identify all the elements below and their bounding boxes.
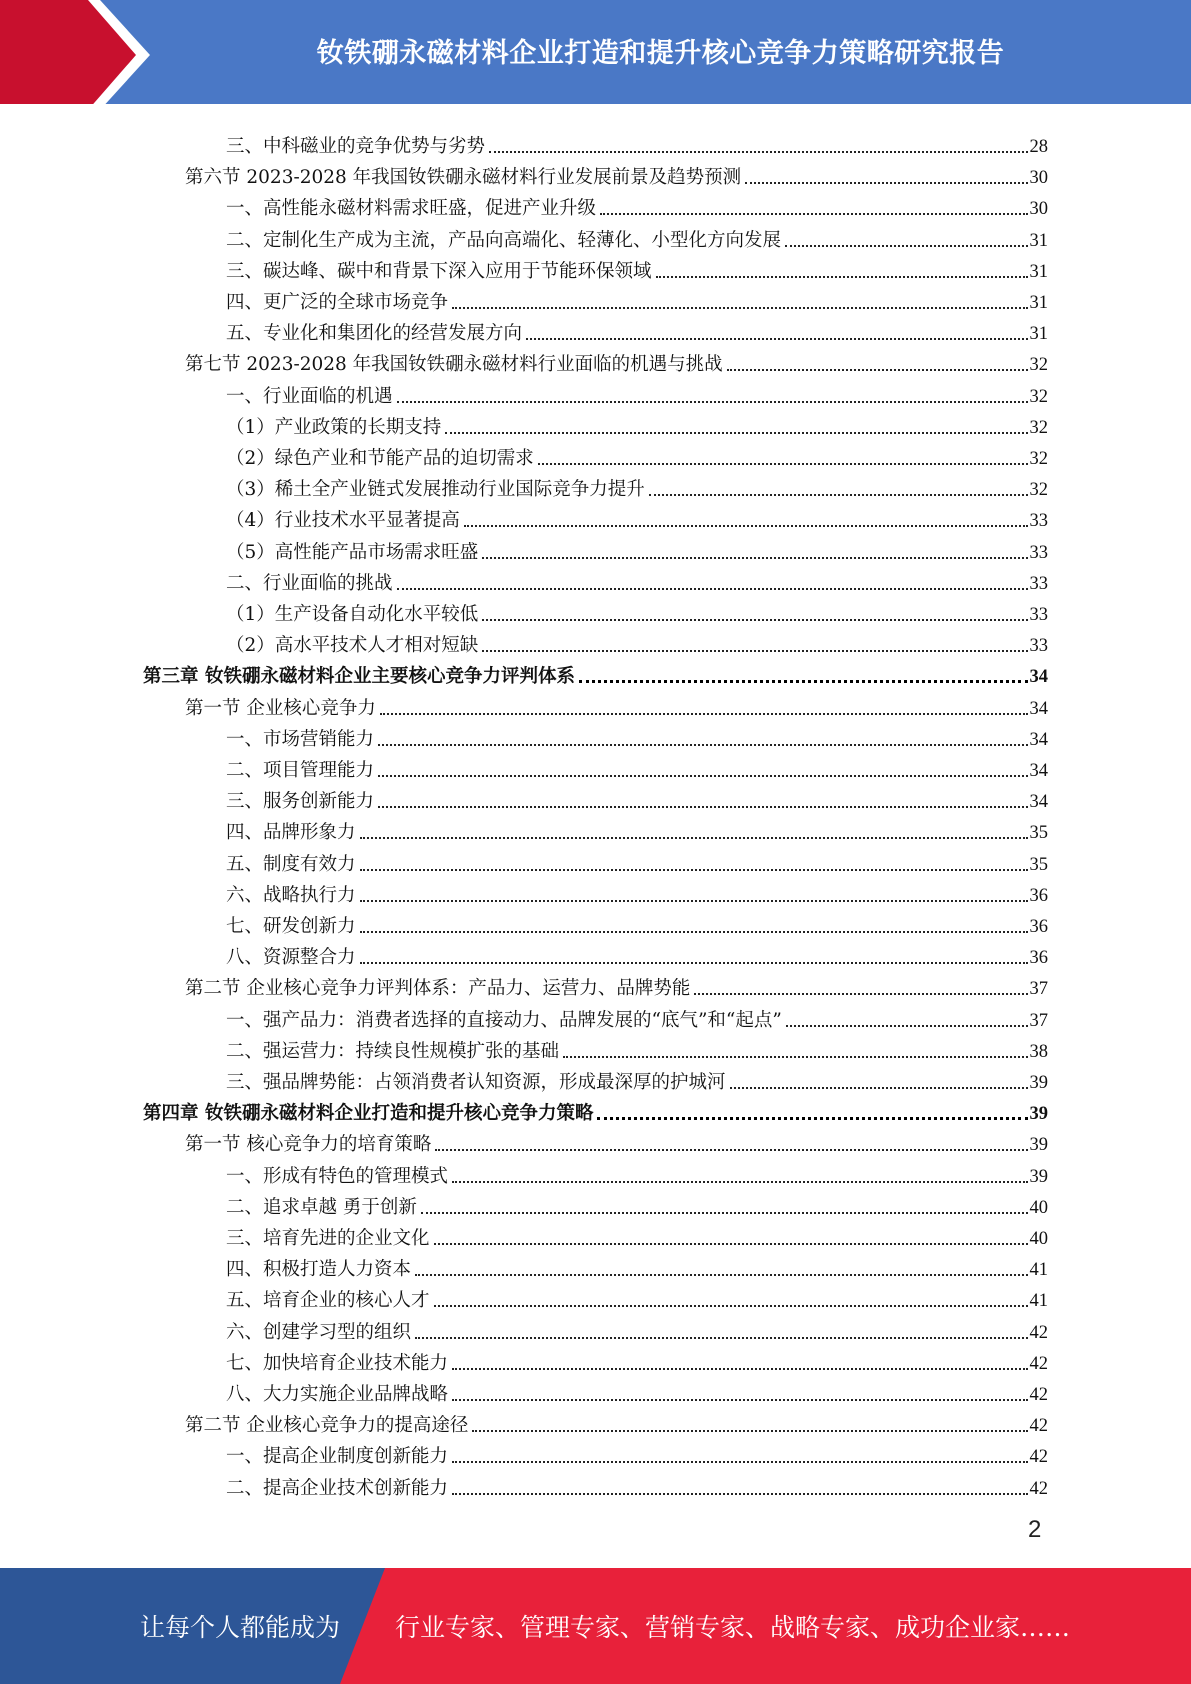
toc-page-number: 41 (1029, 1291, 1048, 1312)
toc-entry-title: 四、品牌形象力 (226, 822, 356, 844)
toc-entry-title: 三、服务创新能力 (226, 791, 375, 813)
toc-entry[interactable] (185, 1125, 1048, 1156)
toc-page-number: 40 (1029, 1229, 1048, 1249)
toc-page-number: 33 (1029, 605, 1048, 625)
toc-page-number: 42 (1029, 1416, 1048, 1437)
toc-entry-title: 三、碳达峰、碳中和背景下深入应用于节能环保领域 (226, 260, 652, 282)
toc-entry[interactable] (226, 1375, 1048, 1406)
toc-entry-title: 二、项目管理能力 (226, 760, 375, 781)
toc-entry-title: 第七节 2023-2028 年我国钕铁硼永磁材料行业面临的机遇与挑战 (185, 354, 723, 376)
toc-page-number: 36 (1029, 948, 1048, 969)
toc-entry[interactable] (226, 408, 1048, 439)
toc-entry[interactable] (226, 1001, 1048, 1032)
toc-entry[interactable] (226, 1063, 1048, 1094)
toc-entry-title: 第一节 企业核心竞争力 (185, 697, 376, 719)
toc-entry[interactable] (226, 439, 1048, 470)
toc-entry[interactable] (226, 845, 1048, 876)
toc-entry[interactable] (226, 127, 1048, 158)
toc-entry-title: （1）生产设备自动化水平较低 (226, 604, 479, 625)
toc-entry-title: 四、更广泛的全球市场竞争 (226, 292, 449, 313)
toc-entry[interactable] (226, 252, 1048, 283)
toc-page-number: 41 (1029, 1260, 1048, 1281)
toc-entry-title: 三、培育先进的企业文化 (226, 1228, 430, 1249)
toc-page-number: 38 (1029, 1041, 1048, 1062)
toc-page-number: 39 (1029, 1135, 1048, 1156)
toc-page-number: 34 (1029, 729, 1048, 750)
toc-entry[interactable] (226, 221, 1048, 252)
toc-entry[interactable] (226, 938, 1048, 969)
toc-entry-title: 第六节 2023-2028 年我国钕铁硼永磁材料行业发展前景及趋势预测 (185, 167, 742, 189)
toc-dot-leader (786, 1025, 1028, 1027)
toc-entry-title: 一、强产品力：消费者选择的直接动力、品牌发展的“底气”和“起点” (226, 1009, 782, 1031)
toc-entry[interactable] (185, 689, 1048, 720)
toc-dot-leader (452, 1181, 1027, 1183)
toc-entry[interactable] (226, 1437, 1048, 1468)
toc-entry[interactable] (226, 1250, 1048, 1281)
toc-entry-title: 六、战略执行力 (226, 884, 356, 906)
toc-page-number: 42 (1029, 1385, 1048, 1405)
toc-page-number: 42 (1029, 1353, 1048, 1374)
toc-entry-title: 四、积极打造人力资本 (226, 1259, 412, 1281)
toc-entry[interactable] (226, 1469, 1048, 1500)
toc-page-number: 32 (1029, 386, 1048, 407)
toc-entry[interactable] (226, 189, 1048, 220)
page-footer (0, 1568, 1191, 1684)
toc-entry[interactable] (226, 1281, 1048, 1312)
toc-entry-title: 五、培育企业的核心人才 (226, 1290, 430, 1312)
toc-entry-title: （5）高性能产品市场需求旺盛 (226, 541, 479, 563)
page-header (0, 0, 1191, 110)
toc-page-number: 33 (1029, 542, 1048, 563)
toc-entry[interactable] (226, 1188, 1048, 1219)
toc-page-number: 32 (1029, 417, 1048, 438)
toc-entry[interactable] (226, 813, 1048, 844)
toc-dot-leader (649, 494, 1028, 496)
toc-dot-leader (464, 525, 1028, 527)
toc-entry[interactable] (226, 533, 1048, 564)
toc-entry[interactable] (226, 564, 1048, 595)
toc-entry[interactable] (226, 470, 1048, 501)
toc-entry[interactable] (226, 595, 1048, 626)
toc-entry-title: 二、追求卓越 勇于创新 (226, 1196, 417, 1218)
toc-dot-leader (694, 993, 1027, 995)
toc-entry-title: 八、大力实施企业品牌战略 (226, 1384, 449, 1405)
report-title: 钕铁硼永磁材料企业打造和提升核心竞争力策略研究报告 (316, 37, 1005, 69)
toc-page-number: 42 (1029, 1322, 1048, 1343)
toc-page-number: 39 (1029, 1073, 1048, 1093)
toc-dot-leader (378, 806, 1027, 808)
toc-page-number: 35 (1029, 854, 1048, 875)
toc-entry-title: 六、创建学习型的组织 (226, 1321, 412, 1343)
toc-page-number: 31 (1029, 324, 1048, 345)
toc-dot-leader (378, 744, 1027, 746)
toc-page-number: 35 (1029, 823, 1048, 844)
toc-dot-leader (482, 650, 1027, 652)
toc-page-number: 37 (1029, 979, 1048, 1000)
toc-entry[interactable] (226, 751, 1048, 782)
toc-entry-title: （4）行业技术水平显著提高 (226, 510, 460, 532)
toc-entry[interactable] (226, 720, 1048, 751)
toc-entry[interactable] (226, 626, 1048, 657)
toc-dot-leader (415, 1337, 1027, 1339)
toc-entry-title: 二、行业面临的挑战 (226, 572, 393, 594)
toc-entry-title: 二、提高企业技术创新能力 (226, 1477, 449, 1499)
toc-page-number: 42 (1029, 1478, 1048, 1499)
toc-page-number: 34 (1029, 761, 1048, 781)
toc-chapter-entry[interactable] (143, 1094, 1048, 1125)
toc-dot-leader (434, 1305, 1028, 1307)
toc-page-number: 32 (1029, 480, 1048, 501)
toc-dot-leader (435, 1149, 1027, 1151)
toc-entry[interactable] (226, 501, 1048, 532)
toc-page-number: 34 (1029, 698, 1048, 719)
toc-page-number: 33 (1029, 573, 1048, 594)
toc-entry-title: 第二节 企业核心竞争力评判体系：产品力、运营力、品牌势能 (185, 978, 691, 1000)
toc-page-number: 40 (1029, 1197, 1048, 1218)
toc-dot-leader (378, 775, 1027, 777)
toc-dot-leader (452, 1493, 1027, 1495)
toc-page-number: 39 (1029, 1166, 1048, 1187)
toc-chapter-entry[interactable] (143, 657, 1048, 688)
toc-dot-leader (360, 900, 1028, 902)
toc-page-number: 30 (1029, 168, 1048, 189)
toc-dot-leader (434, 1243, 1028, 1245)
toc-dot-leader (452, 1461, 1027, 1463)
toc-page-number: 34 (1029, 792, 1048, 813)
toc-dot-leader (360, 931, 1028, 933)
toc-entry[interactable] (226, 1313, 1048, 1344)
toc-entry-title: 七、加快培育企业技术能力 (226, 1352, 449, 1374)
toc-dot-leader (526, 338, 1027, 340)
toc-page-number: 37 (1029, 1010, 1048, 1031)
toc-entry[interactable] (226, 1344, 1048, 1375)
toc-dot-leader (421, 1212, 1028, 1214)
toc-dot-leader (600, 213, 1027, 215)
toc-entry-title: 五、专业化和集团化的经营发展方向 (226, 323, 523, 345)
footer-roles: 行业专家、管理专家、营销专家、战略专家、成功企业家…… (395, 1613, 1071, 1642)
toc-page-number: 30 (1029, 199, 1048, 220)
toc-entry-title: 二、强运营力：持续良性规模扩张的基础 (226, 1040, 560, 1062)
toc-entry[interactable] (185, 158, 1048, 189)
toc-entry[interactable] (226, 377, 1048, 408)
toc-entry[interactable] (226, 876, 1048, 907)
toc-dot-leader (452, 307, 1027, 309)
toc-dot-leader (538, 463, 1028, 465)
toc-entry-title: 一、提高企业制度创新能力 (226, 1446, 449, 1468)
toc-page-number: 33 (1029, 636, 1048, 657)
toc-dot-leader (472, 1430, 1027, 1432)
toc-dot-leader (360, 962, 1028, 964)
toc-entry-title: 一、形成有特色的管理模式 (226, 1165, 449, 1187)
toc-page-number: 31 (1029, 230, 1048, 251)
toc-entry[interactable] (185, 969, 1048, 1000)
toc-entry-title: （3）稀土全产业链式发展推动行业国际竞争力提升 (226, 479, 645, 501)
toc-page-number: 32 (1029, 449, 1048, 469)
toc-entry-title: （2）高水平技术人才相对短缺 (226, 635, 479, 657)
toc-page-number: 36 (1029, 917, 1048, 937)
page-number: 2 (1028, 1516, 1042, 1543)
toc-entry-title: 五、制度有效力 (226, 853, 356, 875)
toc-entry[interactable] (226, 907, 1048, 938)
toc-dot-leader (745, 182, 1027, 184)
toc-dot-leader (380, 713, 1028, 715)
toc-entry-title: （1）产业政策的长期支持 (226, 416, 442, 438)
toc-entry[interactable] (226, 314, 1048, 345)
toc-entry-title: 七、研发创新力 (226, 916, 356, 937)
toc-page-number: 33 (1029, 511, 1048, 532)
toc-page-number: 31 (1029, 261, 1048, 282)
toc-dot-leader (445, 432, 1027, 434)
toc-entry[interactable] (226, 1157, 1048, 1188)
toc-dot-leader (785, 245, 1027, 247)
footer-slogan: 让每个人都能成为 (140, 1613, 341, 1642)
toc-dot-leader (563, 1056, 1027, 1058)
toc-entry-title: 一、行业面临的机遇 (226, 385, 393, 407)
toc-entry-title: （2）绿色产业和节能产品的迫切需求 (226, 448, 534, 469)
toc-page-number: 28 (1029, 137, 1048, 157)
toc-dot-leader (489, 151, 1027, 153)
toc-entry[interactable] (226, 1032, 1048, 1063)
toc-entry-title: 第一节 核心竞争力的培育策略 (185, 1134, 432, 1156)
toc-dot-leader (482, 619, 1027, 621)
toc-entry-title: 三、中科磁业的竞争优势与劣势 (226, 136, 486, 157)
toc-page-number: 36 (1029, 885, 1048, 906)
toc-entry-title: 第二节 企业核心竞争力的提高途径 (185, 1415, 469, 1437)
toc-entry[interactable] (185, 1406, 1048, 1437)
toc-dot-leader (656, 276, 1028, 278)
toc-dot-leader (452, 1368, 1027, 1370)
toc-dot-leader (597, 1117, 1027, 1120)
toc-dot-leader (397, 401, 1028, 403)
toc-entry[interactable] (185, 345, 1048, 376)
toc-page-number: 34 (1029, 667, 1048, 688)
toc-page-number: 39 (1029, 1104, 1048, 1125)
toc-page-number: 42 (1029, 1447, 1048, 1468)
toc-dot-leader (415, 1274, 1027, 1276)
toc-entry-title: 一、高性能永磁材料需求旺盛，促进产业升级 (226, 198, 597, 220)
toc-entry-title: 二、定制化生产成为主流，产品向高端化、轻薄化、小型化方向发展 (226, 229, 782, 251)
toc-dot-leader (397, 588, 1028, 590)
toc-entry-title: 第四章 钕铁硼永磁材料企业打造和提升核心竞争力策略 (143, 1103, 594, 1125)
toc-dot-leader (482, 557, 1027, 559)
toc-dot-leader (360, 869, 1028, 871)
toc-entry[interactable] (226, 1219, 1048, 1250)
toc-entry-title: 一、市场营销能力 (226, 728, 375, 750)
toc-entry-title: 第三章 钕铁硼永磁材料企业主要核心竞争力评判体系 (143, 666, 575, 688)
toc-entry[interactable] (226, 782, 1048, 813)
toc-page-number: 31 (1029, 293, 1048, 313)
toc-dot-leader (452, 1399, 1027, 1401)
toc-dot-leader (360, 837, 1028, 839)
toc-dot-leader (579, 680, 1028, 683)
toc-entry-title: 八、资源整合力 (226, 947, 356, 969)
toc-dot-leader (727, 369, 1028, 371)
toc-dot-leader (730, 1087, 1028, 1089)
toc-entry-title: 三、强品牌势能：占领消费者认知资源，形成最深厚的护城河 (226, 1072, 726, 1093)
toc-entry[interactable] (226, 283, 1048, 314)
toc-page-number: 32 (1029, 355, 1048, 376)
